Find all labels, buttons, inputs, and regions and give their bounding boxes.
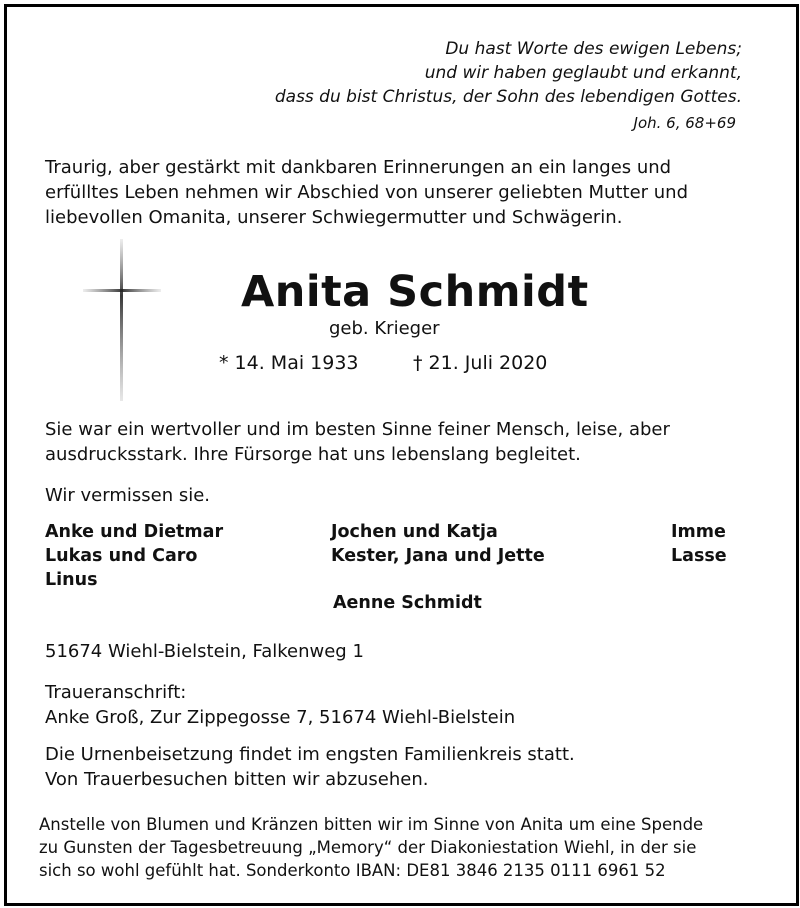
burial-line: Von Trauerbesuchen bitten wir abzusehen. [45,769,429,790]
family-column-2-extra [333,591,482,615]
quote-line: dass du bist Christus, der Sohn des lebendigen Gottes. [274,87,742,107]
family-column-2 [331,520,545,568]
family-member: Aenne Schmidt [333,593,482,613]
intro-line: erfülltes Leben nehmen wir Abschied von unserer geliebten Mutter und [45,182,689,203]
quote-reference: Joh. 6, 68+69 [633,114,736,132]
family-member: Imme [671,522,726,542]
family-member: Kester, Jana und Jette [331,546,545,566]
intro-line: Traurig, aber gestärkt mit dankbaren Erinnerungen an ein langes und [45,157,672,178]
donation-line: sich so wohl gefühlt hat. Sonderkonto IBAN: DE81 3846 2135 0111 6961 52 [39,861,666,880]
tribute-line: Sie war ein wertvoller und im besten Sinne feiner Mensch, leise, aber [45,419,670,440]
tribute-text [45,417,670,467]
obituary-notice [4,4,799,906]
donation-line: Anstelle von Blumen und Kränzen bitten wir im Sinne von Anita um eine Spende [39,815,704,834]
family-member: Lasse [671,546,727,566]
donation-line: zu Gunsten der Tagesbetreuung „Memory“ der Diakoniestation Wiehl, in der sie [39,838,697,857]
burial-info [45,742,575,792]
maiden-name: geb. Krieger [329,318,440,339]
family-member: Anke und Dietmar [45,522,224,542]
quote-line: Du hast Worte des ewigen Lebens; [445,39,742,59]
miss-text [45,483,210,508]
intro-line: liebevollen Omanita, unserer Schwiegermutter und Schwägerin. [45,207,623,228]
home-address [45,639,364,664]
family-column-3 [671,520,727,568]
mourning-address [45,680,515,730]
quote-line: und wir haben geglaubt und erkannt, [424,63,742,83]
mourning-address-label: Traueranschrift: [45,682,187,703]
mourning-address-value: Anke Groß, Zur Zippegosse 7, 51674 Wiehl-Bielstein [45,707,516,728]
family-member: Linus [45,570,98,590]
miss-line: Wir vermissen sie. [45,485,211,506]
intro-text [45,155,688,230]
bible-quote [275,37,742,109]
death-date: † 21. Juli 2020 [413,352,548,374]
address-line: 51674 Wiehl-Bielstein, Falkenweg 1 [45,641,364,662]
burial-line: Die Urnenbeisetzung findet im engsten Familienkreis statt. [45,744,575,765]
donation-info [39,813,703,882]
tribute-line: ausdrucksstark. Ihre Fürsorge hat uns lebenslang begleitet. [45,444,581,465]
cross-icon [81,237,163,403]
birth-date: * 14. Mai 1933 [219,352,359,374]
family-member: Jochen und Katja [331,522,498,542]
family-member: Lukas und Caro [45,546,198,566]
family-column-1 [45,520,223,592]
deceased-name: Anita Schmidt [241,267,589,317]
